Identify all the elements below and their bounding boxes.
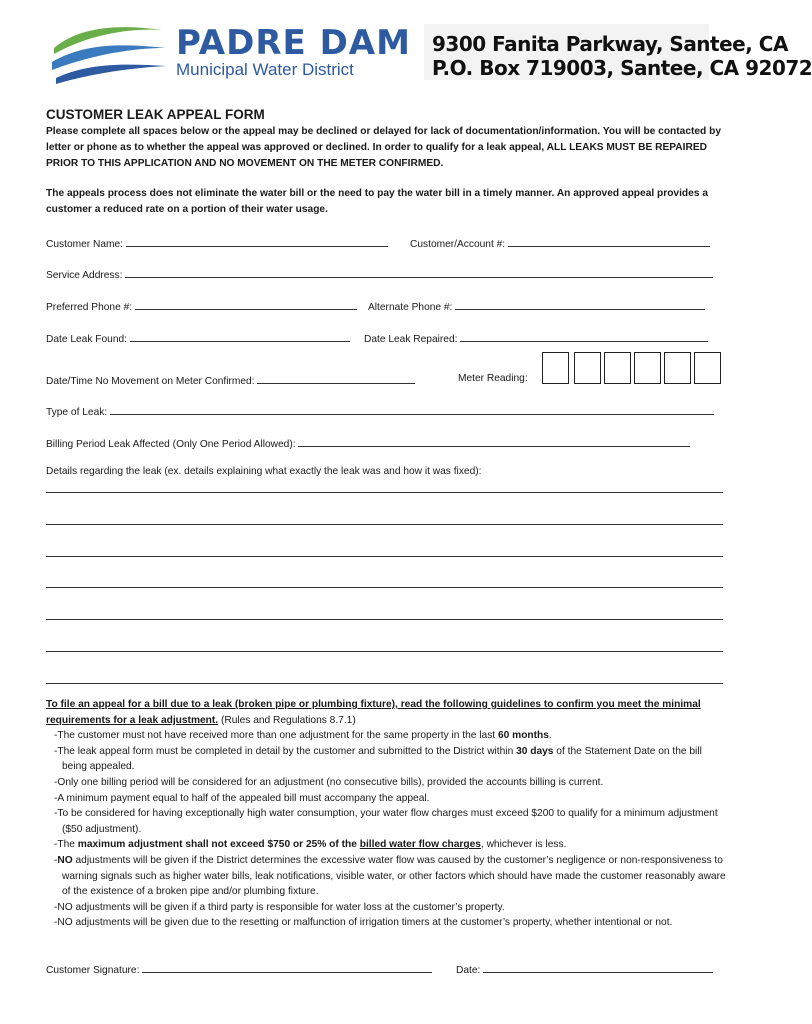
date-found-field[interactable] [46,331,350,345]
guideline-item: - To be considered for having exceptionally high water consumption, your water flow charges must exceed $200 to qualify for a minimum adjustment ($50 adjustment). [54,806,726,837]
type-of-leak-field[interactable] [46,404,714,418]
guideline-item: - The maximum adjustment shall not exceed $750 or 25% of the billed water flow charges, whichever is less. [54,837,726,853]
meter-digit-box[interactable] [574,352,601,384]
preferred-phone-line[interactable] [135,299,357,310]
guidelines-lead [46,697,726,728]
padre-dam-wave-logo-icon [50,18,168,90]
details-line[interactable] [46,556,723,557]
service-address-field[interactable] [46,267,713,281]
intro-paragraph-2: The appeals process does not eliminate the water bill or the need to pay the water bill in a timely manner. An approved appeal provides a customer a reduced rate on a portion of their water usage. [46,188,708,215]
details-line[interactable] [46,524,723,525]
meter-digit-box[interactable] [604,352,631,384]
guideline-item: - NO adjustments will be given due to the resetting or malfunction of irrigation timers at the customer’s property, whether intentional or not. [54,915,726,931]
guideline-item: - Only one billing period will be considered for an adjustment (no consecutive bills), provided the accounts billing is current. [54,775,726,791]
date-found-line[interactable] [130,331,350,342]
alternate-phone-label: Alternate Phone #: [368,302,453,313]
account-field[interactable] [410,236,710,250]
signature-line[interactable] [142,962,432,973]
guidelines-lead-text: To file an appeal for a bill due to a leak (broken pipe or plumbing fixture), read the following guidelines to confirm you meet the minimal requirements for a leak adjustment. [46,699,701,726]
customer-name-field[interactable] [46,236,388,250]
type-of-leak-line[interactable] [110,404,714,415]
signature-date-line[interactable] [483,962,713,973]
service-address-label: Service Address: [46,270,123,281]
address-line-1: 9300 Fanita Parkway, Santee, CA [432,32,788,56]
alternate-phone-field[interactable] [368,299,705,313]
guidelines-section [46,697,726,931]
account-line[interactable] [508,236,710,247]
guideline-item: - The leak appeal form must be completed in detail by the customer and submitted to the District within 30 days of the Statement Date on the bill being appealed. [54,744,726,775]
billing-period-line[interactable] [298,436,690,447]
guideline-item: - The customer must not have received more than one adjustment for the same property in the last 60 months. [54,728,726,744]
no-movement-label: Date/Time No Movement on Meter Confirmed: [46,376,255,387]
guidelines-list [46,728,726,931]
account-label: Customer/Account #: [410,239,506,250]
meter-reading-label: Meter Reading: [458,373,528,384]
billing-period-label: Billing Period Leak Affected (Only One Period Allowed): [46,439,296,450]
guideline-item: - NO adjustments will be given if the District determines the excessive water flow was caused by the customer’s negligence or non-responsiveness to warning signals such as higher water bills, leak notifications, visible water, or other factors which should have made the customer reasonably aware of the existence of a broken pipe and/or plumbing fixture. [54,853,726,900]
customer-name-line[interactable] [126,236,388,247]
billing-period-field[interactable] [46,436,690,450]
brand-name: PADRE DAM [176,23,411,63]
preferred-phone-label: Preferred Phone #: [46,302,133,313]
type-of-leak-label: Type of Leak: [46,407,108,418]
intro-paragraph-1: Please complete all spaces below or the appeal may be declined or delayed for lack of documentation/information. You will be contacted by letter or phone as to whether the appeal was approved or declined. In order to qualify for a leak appeal, ALL LEAKS MUST BE REPAIRED PRIOR TO THIS APPLICATION AND NO MOVEMENT ON THE METER CONFIRMED. [46,126,722,169]
brand-subtitle: Municipal Water District [176,60,354,79]
meter-digit-box[interactable] [542,352,569,384]
no-movement-line[interactable] [257,373,415,384]
signature-date-field[interactable] [456,962,713,976]
meter-digit-box[interactable] [664,352,691,384]
customer-name-label: Customer Name: [46,239,123,250]
signature-field[interactable] [46,962,432,976]
guidelines-reference: (Rules and Regulations 8.7.1) [218,714,356,726]
address-line-2: P.O. Box 719003, Santee, CA 92072 [432,56,812,80]
details-line[interactable] [46,619,723,620]
guideline-item: - NO adjustments will be given if a third party is responsible for water loss at the customer’s property. [54,900,726,916]
preferred-phone-field[interactable] [46,299,357,313]
meter-digit-box[interactable] [634,352,661,384]
service-address-line[interactable] [125,267,713,278]
details-line[interactable] [46,492,723,493]
date-repaired-label: Date Leak Repaired: [364,334,458,345]
date-repaired-line[interactable] [460,331,708,342]
signature-date-label: Date: [456,965,481,976]
alternate-phone-line[interactable] [455,299,705,310]
guideline-item: - A minimum payment equal to half of the appealed bill must accompany the appeal. [54,791,726,807]
date-repaired-field[interactable] [364,331,708,345]
form-title: CUSTOMER LEAK APPEAL FORM [46,107,265,122]
no-movement-field[interactable] [46,373,415,387]
details-line[interactable] [46,651,723,652]
meter-digit-box[interactable] [694,352,721,384]
details-line[interactable] [46,587,723,588]
details-label: Details regarding the leak (ex. details explaining what exactly the leak was and how it was fixed): [46,466,482,477]
details-line[interactable] [46,683,723,684]
signature-label: Customer Signature: [46,965,140,976]
date-found-label: Date Leak Found: [46,334,127,345]
